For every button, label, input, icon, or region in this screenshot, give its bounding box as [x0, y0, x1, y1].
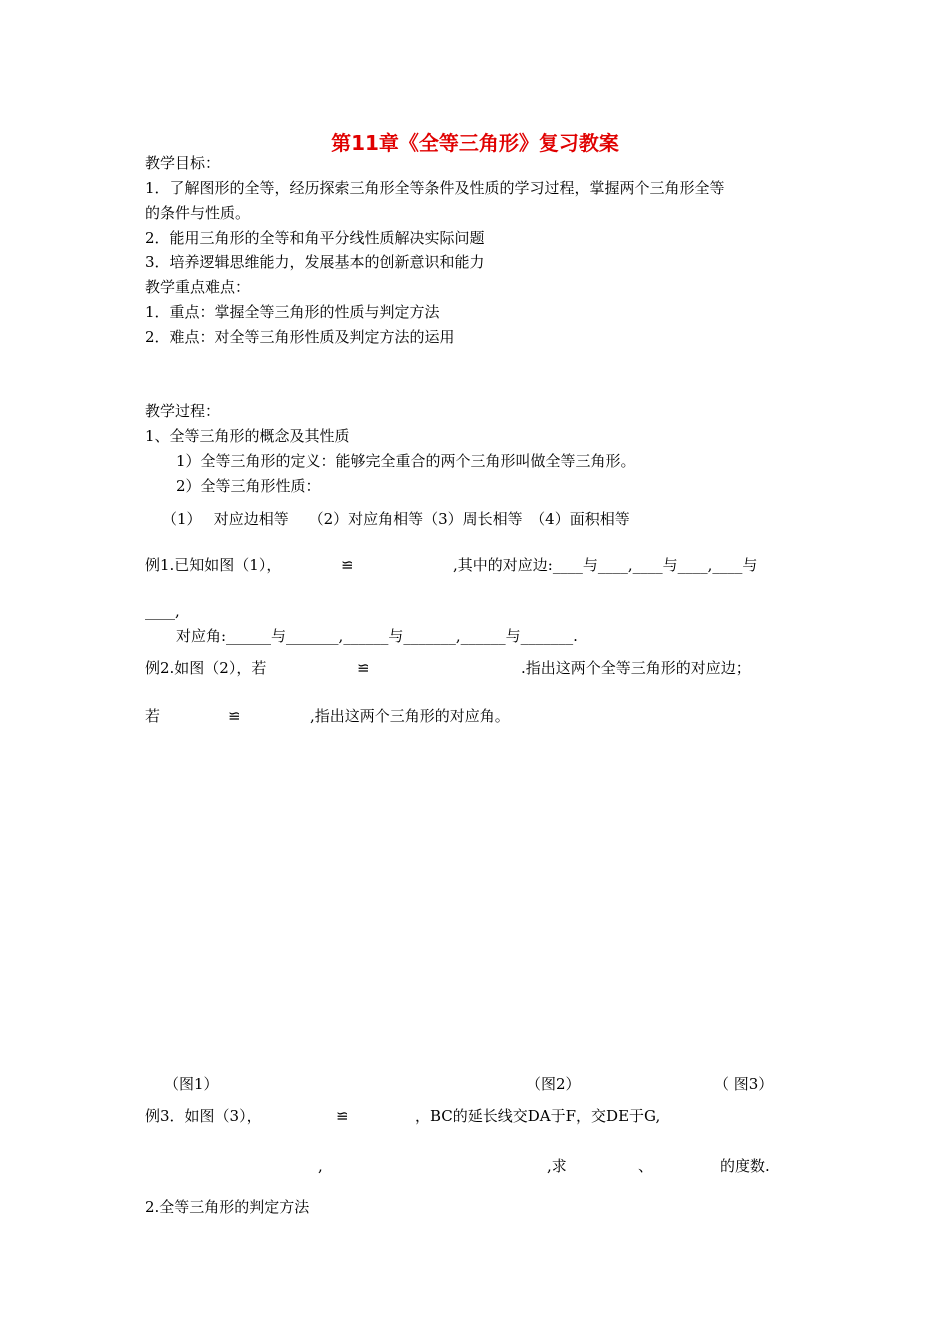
example-2-question: .指出这两个全等三角形的对应边； — [521, 659, 751, 677]
example-1-sides-cont: ____, — [145, 602, 180, 620]
example-1-angles: 对应角:______与_______,______与_______,______与_______. — [176, 627, 578, 645]
figure-1-caption: （图1） — [164, 1075, 219, 1093]
example-3-end: 的度数. — [720, 1157, 770, 1175]
congruent-symbol: ≌ — [228, 707, 241, 725]
example-1-lead: 例1.已知如图（1）， — [145, 556, 282, 574]
congruent-symbol: ≌ — [357, 659, 370, 677]
definition-text: 1）全等三角形的定义：能够完全重合的两个三角形叫做全等三角形。 — [176, 452, 636, 470]
key-points-heading: 教学重点难点： — [145, 278, 251, 296]
example-3-lead: 例3．如图（3）， — [145, 1107, 262, 1125]
example-3-ask: ,求 — [547, 1157, 567, 1175]
example-1-sides: ,其中的对应边:____与____,____与____,____与 — [453, 556, 758, 574]
example-2-question-2: ,指出这两个三角形的对应角。 — [310, 707, 510, 725]
congruent-symbol: ≌ — [336, 1107, 349, 1125]
figure-2-caption: （图2） — [526, 1075, 581, 1093]
example-2-lead-2: 若 — [145, 707, 161, 725]
example-3-separator: 、 — [638, 1157, 654, 1175]
section-1-heading: 1、全等三角形的概念及其性质 — [145, 427, 350, 445]
congruent-symbol: ≌ — [341, 556, 354, 574]
example-3-condition: ，BC的延长线交DA于F，交DE于G, — [415, 1107, 661, 1125]
figure-3-caption: （ 图3） — [714, 1075, 774, 1093]
objective-1-cont: 的条件与性质。 — [145, 204, 251, 222]
key-point-2: 2．难点：对全等三角形性质及判定方法的运用 — [145, 328, 455, 346]
objective-2: 2．能用三角形的全等和角平分线性质解决实际问题 — [145, 229, 485, 247]
key-point-1: 1．重点：掌握全等三角形的性质与判定方法 — [145, 303, 440, 321]
process-heading: 教学过程： — [145, 402, 221, 420]
objective-1: 1．了解图形的全等，经历探索三角形全等条件及性质的学习过程，掌握两个三角形全等 — [145, 179, 725, 197]
section-2-heading: 2.全等三角形的判定方法 — [145, 1198, 310, 1216]
example-3-comma: , — [318, 1157, 323, 1175]
page-title: 第11章《全等三角形》复习教案 — [331, 131, 619, 155]
property-list: （1） 对应边相等 （2）对应角相等（3）周长相等 （4）面积相等 — [162, 510, 630, 528]
example-2-lead: 例2.如图（2），若 — [145, 659, 267, 677]
objective-3: 3．培养逻辑思维能力，发展基本的创新意识和能力 — [145, 253, 485, 271]
property-heading: 2）全等三角形性质： — [176, 477, 321, 495]
objectives-heading: 教学目标： — [145, 154, 221, 172]
